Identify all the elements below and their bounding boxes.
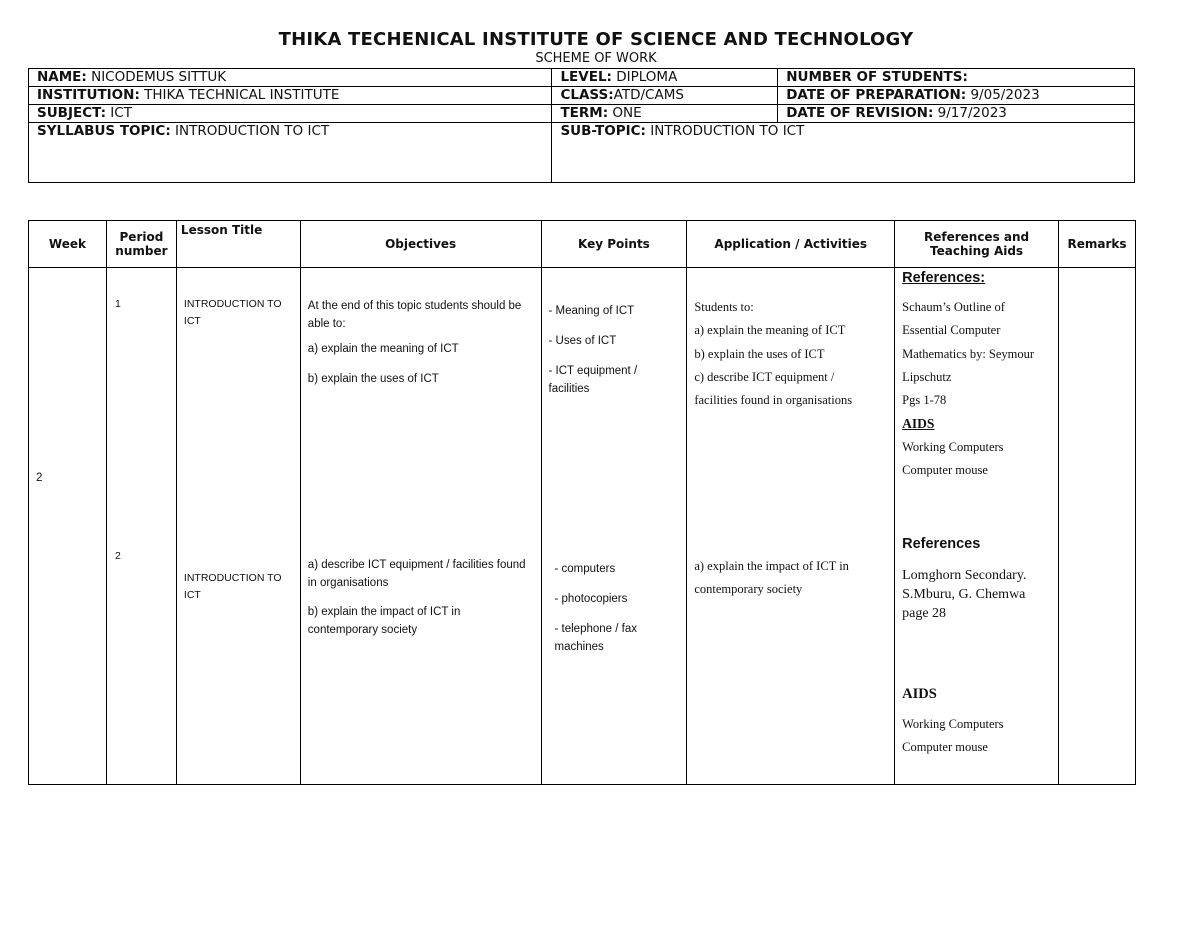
lesson-title-cell: [176, 268, 300, 785]
sub-topic-cell: [552, 123, 1135, 183]
key-points-cell: [541, 268, 687, 785]
lesson-2-aids: [902, 713, 1058, 760]
objective-item: a) explain the meaning of ICT: [307, 343, 459, 355]
syllabus-topic-cell: [29, 123, 552, 183]
prep-date-value: 9/05/2023: [966, 87, 1040, 103]
key-point-item: - photocopiers: [554, 593, 628, 605]
lesson-1-key-points: [549, 302, 669, 398]
col-lesson-title: Lesson Title: [176, 221, 300, 268]
lesson-1-activities: [694, 296, 894, 412]
level-cell: [552, 69, 778, 87]
lesson-2-title-line2: ICT: [183, 589, 201, 601]
reference-line: Mathematics by: Seymour: [902, 346, 1035, 361]
reference-line: S.Mburu, G. Chemwa: [902, 587, 1026, 602]
activity-line: a) explain the meaning of ICT: [694, 323, 846, 338]
lesson-2-activities: [694, 555, 894, 602]
table-header-row: [29, 221, 1136, 268]
lesson-1-references-heading: References:: [902, 270, 986, 286]
table-row: [29, 268, 1136, 785]
activities-cell: [687, 268, 895, 785]
revision-date-value: 9/17/2023: [933, 105, 1007, 121]
lesson-2-objectives: [308, 556, 526, 639]
objective-item: a) describe ICT equipment / facilities found in organisations: [307, 559, 526, 589]
name-value: NICODEMUS SITTUK: [86, 69, 227, 85]
sub-topic-value: INTRODUCTION TO ICT: [645, 123, 805, 139]
objectives-cell: [300, 268, 541, 785]
reference-line: Essential Computer: [902, 323, 1001, 338]
activity-line: Students to:: [694, 300, 754, 314]
term-value: ONE: [608, 105, 642, 121]
scheme-table: [28, 220, 1136, 785]
subject-cell: [29, 105, 552, 123]
key-point-item: - Uses of ICT: [548, 335, 617, 347]
lesson-1-objectives: [308, 297, 534, 388]
revision-date-cell: [778, 105, 1135, 123]
objective-item: b) explain the impact of ICT in contemporary society: [307, 606, 461, 636]
col-objectives: Objectives: [300, 221, 541, 268]
col-references: [895, 221, 1059, 268]
activity-line: a) explain the impact of ICT in: [694, 559, 849, 573]
lesson-2-key-points: [549, 560, 669, 656]
col-period-line2: number: [115, 244, 168, 258]
class-label: CLASS:: [560, 87, 614, 103]
activity-line: facilities found in organisations: [694, 393, 853, 408]
lesson-1-references: [902, 296, 1058, 482]
aid-line: Working Computers: [902, 717, 1004, 731]
term-label: TERM:: [560, 105, 609, 121]
aid-line: Working Computers: [902, 439, 1004, 454]
syllabus-topic-value: INTRODUCTION TO ICT: [170, 123, 330, 139]
lesson-2-references-heading: References: [902, 536, 981, 552]
document-subtitle: SCHEME OF WORK: [535, 51, 657, 66]
lesson-2-references: [902, 566, 1058, 623]
info-row: [29, 123, 1135, 183]
lesson-2-aids-heading: AIDS: [902, 686, 937, 702]
prep-date-cell: [778, 87, 1135, 105]
aid-line: Computer mouse: [902, 463, 988, 478]
institution-cell: [29, 87, 552, 105]
sub-topic-label: SUB-TOPIC:: [560, 123, 646, 139]
objective-item: At the end of this topic students should be able to:: [307, 300, 522, 330]
lesson-2-title: [184, 570, 282, 604]
col-key-points: Key Points: [541, 221, 687, 268]
col-references-line1: References and: [923, 230, 1030, 244]
references-cell: [895, 268, 1059, 785]
remarks-cell: [1058, 268, 1135, 785]
reference-line: Schaum’s Outline of: [902, 300, 1005, 314]
col-week: Week: [29, 221, 107, 268]
institution-value: THIKA TECHNICAL INSTITUTE: [139, 87, 340, 103]
name-label: NAME:: [37, 69, 87, 85]
key-point-item: - telephone / fax machines: [554, 623, 637, 653]
students-cell: [778, 69, 1135, 87]
info-row: [29, 87, 1135, 105]
aid-line: Computer mouse: [902, 740, 988, 755]
lesson-2-title-line1: INTRODUCTION TO: [183, 572, 282, 584]
col-references-line2: Teaching Aids: [930, 244, 1024, 258]
period-1: 1: [114, 298, 121, 310]
prep-date-label: DATE OF PREPARATION:: [786, 87, 967, 103]
class-value: ATD/CAMS: [613, 87, 684, 103]
lesson-1-title-line1: INTRODUCTION TO: [183, 298, 282, 310]
document-title: THIKA TECHENICAL INSTITUTE OF SCIENCE AND TECHNOLOGY: [278, 29, 914, 50]
key-point-item: - computers: [554, 563, 616, 575]
col-period-line1: Period: [119, 230, 164, 244]
activity-line: c) describe ICT equipment /: [694, 369, 835, 384]
key-point-item: - Meaning of ICT: [548, 305, 635, 317]
col-application: Application / Activities: [687, 221, 895, 268]
lesson-1-title-line2: ICT: [183, 315, 201, 327]
lesson-1-title: [184, 296, 282, 330]
reference-line: page 28: [902, 606, 947, 621]
reference-line: Lomghorn Secondary.: [902, 568, 1027, 583]
revision-date-label: DATE OF REVISION:: [786, 105, 934, 121]
period-2: 2: [114, 550, 121, 562]
key-point-item: - ICT equipment / facilities: [548, 365, 638, 395]
info-row: [29, 69, 1135, 87]
syllabus-topic-label: SYLLABUS TOPIC:: [37, 123, 171, 139]
week-value: 2: [36, 472, 43, 484]
activity-line: contemporary society: [694, 582, 803, 597]
subject-label: SUBJECT:: [37, 105, 106, 121]
week-cell: [29, 268, 107, 785]
institution-label: INSTITUTION:: [37, 87, 140, 103]
col-period: [106, 221, 176, 268]
term-cell: [552, 105, 778, 123]
reference-line: Pgs 1-78: [902, 393, 947, 408]
class-cell: [552, 87, 778, 105]
level-value: DIPLOMA: [611, 69, 678, 85]
objective-item: b) explain the uses of ICT: [307, 373, 439, 385]
info-row: [29, 105, 1135, 123]
reference-line: Lipschutz: [902, 369, 952, 384]
activity-line: b) explain the uses of ICT: [694, 346, 825, 361]
col-remarks: Remarks: [1058, 221, 1135, 268]
info-table: [28, 68, 1135, 183]
level-label: LEVEL:: [560, 69, 612, 85]
name-cell: [29, 69, 552, 87]
period-cell: [106, 268, 176, 785]
subject-value: ICT: [106, 105, 132, 121]
lesson-1-aids-heading: AIDS: [902, 416, 935, 432]
students-label: NUMBER OF STUDENTS:: [786, 69, 968, 85]
